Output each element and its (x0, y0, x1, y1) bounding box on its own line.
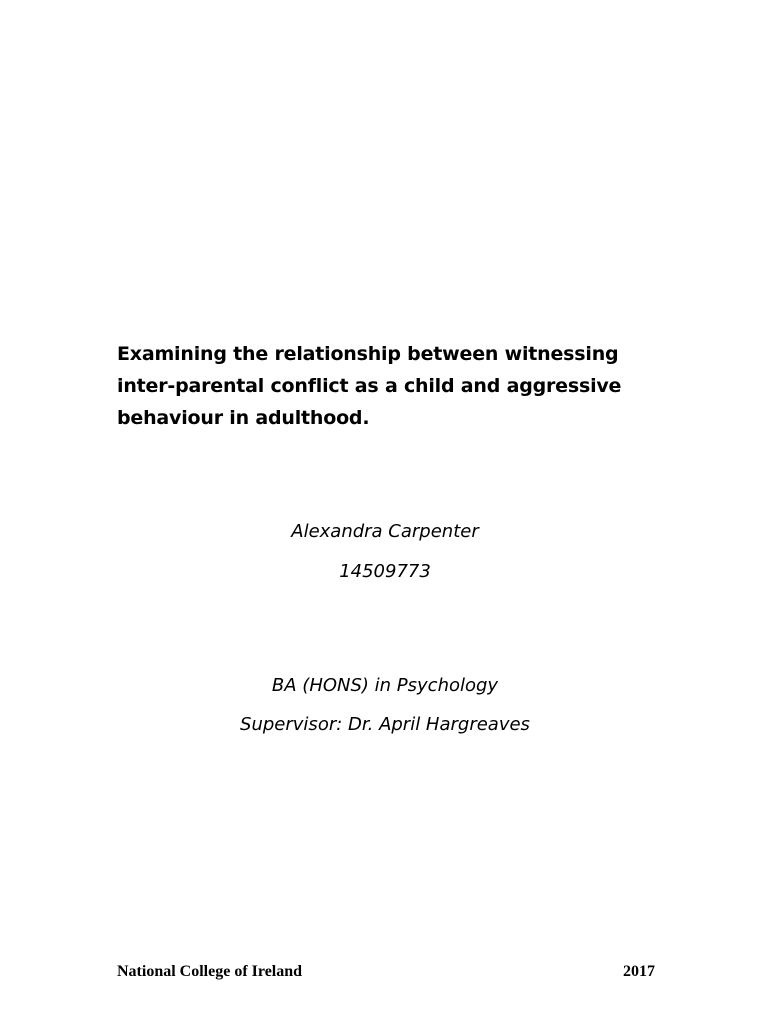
page-footer (117, 961, 655, 983)
supervisor-name: Supervisor: Dr. April Hargreaves (240, 714, 530, 735)
student-id: 14509773 (339, 561, 431, 582)
thesis-title: Examining the relationship between witnessing inter-parental conflict as a child and aggressive behaviour in adulthood. (117, 343, 622, 429)
author-name: Alexandra Carpenter (291, 521, 479, 542)
submission-year: 2017 (623, 963, 655, 980)
degree-name: BA (HONS) in Psychology (271, 675, 499, 696)
institution-name: National College of Ireland (117, 963, 303, 980)
